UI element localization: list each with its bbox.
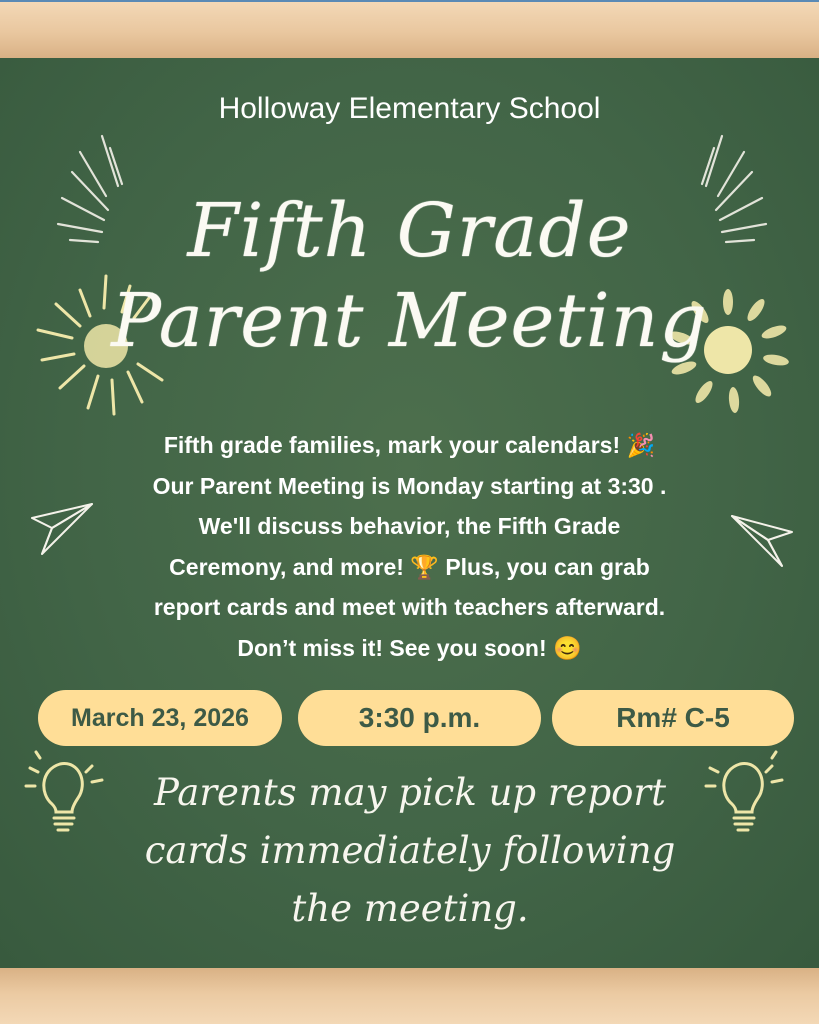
announcement-line: Ceremony, and more! 🏆 Plus, you can grab — [169, 553, 650, 580]
room-badge — [552, 690, 794, 746]
chalkboard-frame-top — [0, 2, 819, 58]
announcement-line: Fifth grade families, mark your calendars! 🎉 — [163, 432, 656, 458]
lightbulb-icon — [702, 748, 792, 838]
report-card-note — [130, 764, 690, 938]
announcement-line: Don’t miss it! See you soon! 😊 — [237, 634, 582, 661]
announcement-line: We'll discuss behavior, the Fifth Grade — [198, 513, 621, 539]
chalkboard-frame-bottom — [0, 968, 819, 1024]
time-badge — [298, 690, 541, 746]
announcement-text — [70, 425, 749, 668]
lightbulb-icon — [22, 748, 112, 838]
room-label: Rm# C-5 — [616, 702, 730, 733]
announcement-line: Our Parent Meeting is Monday starting at 3:30 . — [152, 472, 667, 499]
title-line-1: Fifth Grade — [187, 188, 632, 274]
school-name: Holloway Elementary School — [218, 92, 601, 125]
note-line: Parents may pick up report — [154, 771, 666, 814]
date-badge — [38, 690, 282, 746]
time-label: 3:30 p.m. — [358, 702, 481, 733]
note-line: cards immediately following — [144, 829, 676, 872]
title-line-2: Parent Meeting — [111, 278, 708, 364]
note-line: the meeting. — [291, 887, 529, 930]
announcement-line: report cards and meet with teachers afterward. — [153, 594, 666, 620]
date-label: March 23, 2026 — [71, 703, 249, 732]
